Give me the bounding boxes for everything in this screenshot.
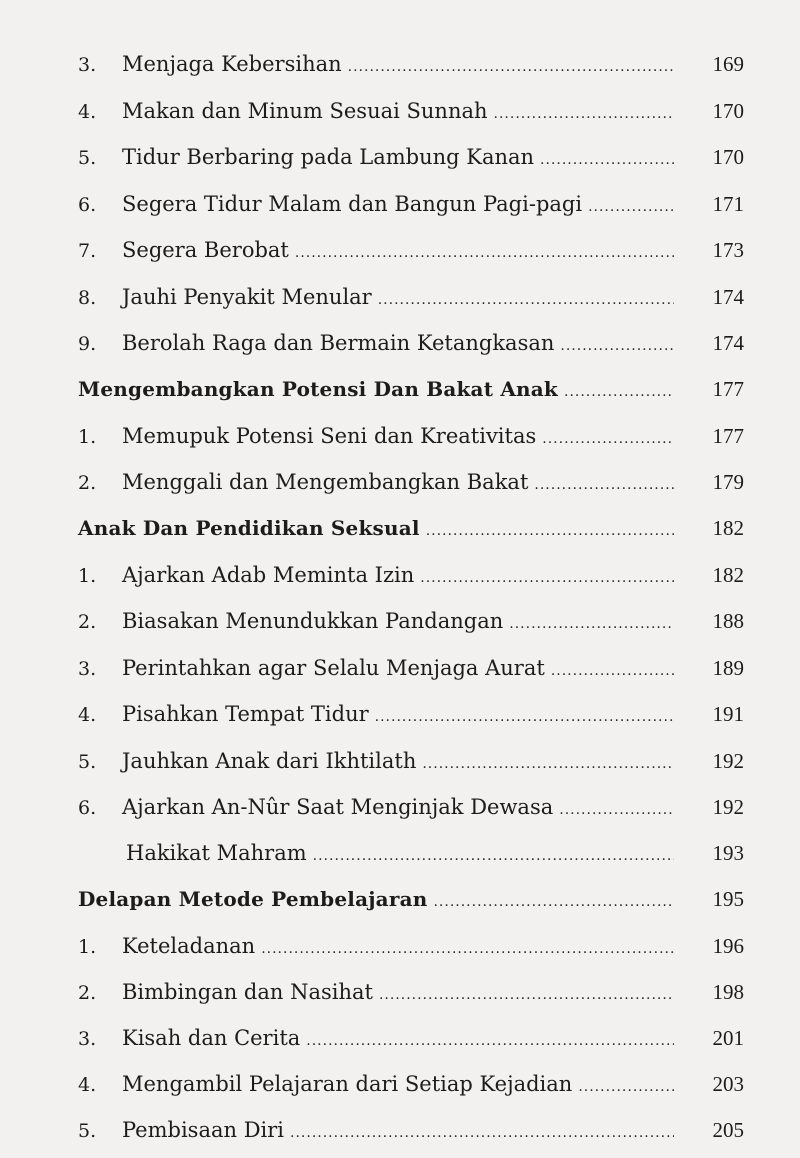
- entry-page-number: 201: [712, 1026, 744, 1050]
- toc-entry[interactable]: [78, 52, 744, 86]
- entry-title: Ajarkan An-Nûr Saat Menginjak Dewasa: [122, 795, 554, 819]
- entry-number: 1.: [78, 936, 97, 958]
- dot-leader: [559, 802, 674, 818]
- toc-entry[interactable]: [78, 1072, 744, 1106]
- entry-title: Kisah dan Cerita: [122, 1026, 301, 1050]
- dot-leader: [261, 941, 674, 957]
- entry-page-number: 189: [712, 656, 744, 680]
- entry-number: 8.: [78, 287, 97, 309]
- toc-entry[interactable]: [78, 749, 744, 783]
- toc-section-heading[interactable]: [78, 887, 744, 921]
- toc-entry[interactable]: [78, 702, 744, 736]
- entry-page-number: 170: [712, 145, 744, 169]
- dot-leader: [313, 848, 674, 864]
- entry-page-number: 170: [712, 99, 744, 123]
- toc-entry[interactable]: [78, 1026, 744, 1060]
- toc-section-heading[interactable]: [78, 377, 744, 411]
- entry-number: 2.: [78, 982, 97, 1004]
- toc-section-heading[interactable]: [78, 516, 744, 550]
- entry-number: 3.: [78, 54, 97, 76]
- dot-leader: [509, 616, 674, 632]
- entry-title: Segera Berobat: [122, 238, 289, 262]
- entry-number: 3.: [78, 658, 97, 680]
- entry-number: 4.: [78, 704, 97, 726]
- entry-title: Tidur Berbaring pada Lambung Kanan: [122, 145, 535, 169]
- section-title: Mengembangkan Potensi Dan Bakat Anak: [78, 377, 558, 401]
- toc-entry[interactable]: [78, 285, 744, 319]
- entry-page-number: 195: [712, 887, 744, 911]
- entry-number: 4.: [78, 101, 97, 123]
- entry-page-number: 177: [712, 424, 744, 448]
- entry-title: Menggali dan Mengembangkan Bakat: [122, 470, 529, 494]
- dot-leader: [588, 199, 674, 215]
- entry-page-number: 205: [712, 1118, 744, 1142]
- dot-leader: [551, 663, 674, 679]
- entry-number: 3.: [78, 1028, 97, 1050]
- entry-number: 6.: [78, 797, 97, 819]
- section-title: Anak Dan Pendidikan Seksual: [78, 516, 420, 540]
- entry-title: Bimbingan dan Nasihat: [122, 980, 373, 1004]
- entry-number: 9.: [78, 333, 97, 355]
- dot-leader: [290, 1125, 674, 1141]
- entry-page-number: 179: [712, 470, 744, 494]
- dot-leader: [378, 292, 674, 308]
- dot-leader: [375, 709, 674, 725]
- entry-number: 1.: [78, 426, 97, 448]
- entry-number: 1.: [78, 565, 97, 587]
- dot-leader: [306, 1033, 674, 1049]
- entry-page-number: 191: [712, 702, 744, 726]
- toc-entry[interactable]: [78, 99, 744, 133]
- entry-number: 5.: [78, 751, 97, 773]
- toc-entry[interactable]: [78, 424, 744, 458]
- entry-title: Makan dan Minum Sesuai Sunnah: [122, 99, 488, 123]
- entry-page-number: 203: [712, 1072, 744, 1096]
- toc-entry[interactable]: [78, 980, 744, 1014]
- dot-leader: [578, 1079, 674, 1095]
- dot-leader: [348, 59, 674, 75]
- dot-leader: [422, 756, 674, 772]
- toc-entry[interactable]: [78, 795, 744, 829]
- section-title: Delapan Metode Pembelajaran: [78, 887, 428, 911]
- entry-title: Mengambil Pelajaran dari Setiap Kejadian: [122, 1072, 573, 1096]
- entry-title: Memupuk Potensi Seni dan Kreativitas: [122, 424, 537, 448]
- dot-leader: [542, 431, 674, 447]
- dot-leader: [494, 106, 674, 122]
- entry-page-number: 173: [712, 238, 744, 262]
- entry-page-number: 182: [712, 563, 744, 587]
- toc-entry[interactable]: [78, 934, 744, 968]
- entry-title: Ajarkan Adab Meminta Izin: [122, 563, 415, 587]
- entry-title: Biasakan Menundukkan Pandangan: [122, 609, 504, 633]
- toc-entry[interactable]: [78, 145, 744, 179]
- entry-number: 2.: [78, 611, 97, 633]
- entry-page-number: 196: [712, 934, 744, 958]
- toc-entry[interactable]: [78, 656, 744, 690]
- entry-page-number: 192: [712, 749, 744, 773]
- dot-leader: [426, 523, 674, 539]
- entry-title: Pembisaan Diri: [122, 1118, 285, 1142]
- toc-entry[interactable]: [78, 563, 744, 597]
- entry-title: Jauhkan Anak dari Ikhtilath: [122, 749, 417, 773]
- entry-number: 7.: [78, 240, 97, 262]
- entry-page-number: 193: [712, 841, 744, 865]
- entry-number: 2.: [78, 472, 97, 494]
- entry-title: Perintahkan agar Selalu Menjaga Aurat: [122, 656, 545, 680]
- toc-entry[interactable]: [78, 238, 744, 272]
- entry-title: Keteladanan: [122, 934, 256, 958]
- entry-page-number: 182: [712, 516, 744, 540]
- dot-leader: [560, 338, 674, 354]
- entry-page-number: 192: [712, 795, 744, 819]
- entry-page-number: 171: [712, 192, 744, 216]
- entry-title: Menjaga Kebersihan: [122, 52, 342, 76]
- entry-page-number: 174: [712, 285, 744, 309]
- entry-number: 5.: [78, 1120, 97, 1142]
- entry-title: Segera Tidur Malam dan Bangun Pagi-pagi: [122, 192, 583, 216]
- entry-page-number: 177: [712, 377, 744, 401]
- entry-number: 5.: [78, 147, 97, 169]
- dot-leader: [540, 152, 674, 168]
- dot-leader: [379, 987, 674, 1003]
- dot-leader: [420, 570, 674, 586]
- entry-number: 4.: [78, 1074, 97, 1096]
- entry-number: 6.: [78, 194, 97, 216]
- toc-entry[interactable]: [78, 331, 744, 365]
- entry-title: Jauhi Penyakit Menular: [122, 285, 372, 309]
- entry-page-number: 188: [712, 609, 744, 633]
- entry-page-number: 169: [712, 52, 744, 76]
- toc-entry[interactable]: [78, 192, 744, 226]
- dot-leader: [564, 384, 674, 400]
- entry-page-number: 174: [712, 331, 744, 355]
- entry-title: Berolah Raga dan Bermain Ketangkasan: [122, 331, 555, 355]
- entry-title: Hakikat Mahram: [126, 841, 307, 865]
- toc-entry[interactable]: [78, 609, 744, 643]
- dot-leader: [534, 477, 674, 493]
- entry-page-number: 198: [712, 980, 744, 1004]
- dot-leader: [433, 894, 674, 910]
- toc-entry[interactable]: [78, 470, 744, 504]
- toc-entry[interactable]: [78, 841, 744, 875]
- toc-entry[interactable]: [78, 1118, 744, 1152]
- dot-leader: [295, 245, 674, 261]
- entry-title: Pisahkan Tempat Tidur: [122, 702, 369, 726]
